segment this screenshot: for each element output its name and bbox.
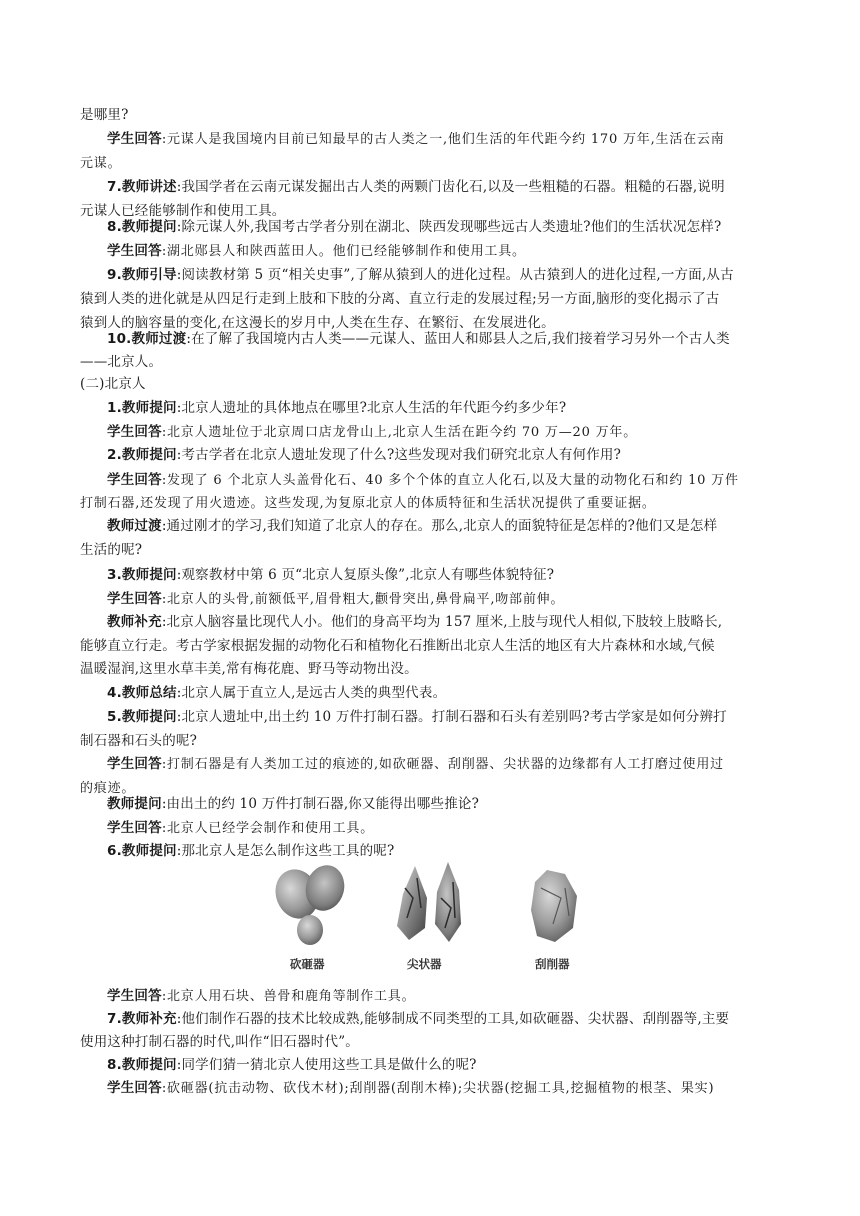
text-line: 学生回答:湖北郧县人和陕西蓝田人。他们已经能够制作和使用工具。 xyxy=(107,243,526,259)
scraper xyxy=(531,870,577,942)
text-line: 制石器和石头的呢? xyxy=(80,733,198,749)
text-line: 使用这种打制石器的时代,叫作“旧石器时代”。 xyxy=(80,1034,359,1050)
text-line: 猿到人类的进化就是从四足行走到上肢和下肢的分离、直立行走的发展过程;另一方面,脑形的变化揭示了古 xyxy=(80,291,720,307)
text-line: 学生回答:发现了 6 个北京人头盖骨化石、40 多个个体的直立人化石,以及大量的动物化石和约 10 万件 xyxy=(107,472,739,488)
text-line: 元谋人已经能够制作和使用工具。 xyxy=(80,203,286,219)
text-line: 3.教师提问:观察教材中第 6 页“北京人复原头像”,北京人有哪些体貌特征? xyxy=(107,567,555,583)
text-line: 10.教师过渡:在了解了我国境内古人类——元谋人、蓝田人和郧县人之后,我们接着学习另外一个古人类 xyxy=(107,331,730,347)
text-line: 能够直立行走。考古学家根据发掘的动物化石和植物化石推断出北京人生活的地区有大片森林和水域,气候 xyxy=(80,638,715,654)
text-line: 4.教师总结:北京人属于直立人,是远古人类的典型代表。 xyxy=(107,685,447,701)
text-line: 打制石器,还发现了用火遗迹。这些发现,为复原北京人的体质特征和生活状况提供了重要证据。 xyxy=(80,496,656,511)
chopper-caption: 砍砸器 xyxy=(290,957,325,971)
chopper-stones xyxy=(269,861,350,945)
text-line: 是哪里? xyxy=(80,107,129,123)
text-line: 教师过渡:通过刚才的学习,我们知道了北京人的存在。那么,北京人的面貌特征是怎样的?他们又是怎样 xyxy=(107,518,718,534)
stone-tools-illustration xyxy=(265,858,605,954)
text-line: 学生回答:打制石器是有人类加工过的痕迹的,如砍砸器、刮削器、尖状器的边缘都有人工打磨过使用过 xyxy=(107,756,724,772)
text-line: 5.教师提问:北京人遗址中,出土约 10 万件打制石器。打制石器和石头有差别吗?考古学家是如何分辨打 xyxy=(107,709,727,725)
text-line: 8.教师提问:同学们猜一猜北京人使用这些工具是做什么的呢? xyxy=(107,1057,477,1073)
text-line: 学生回答:北京人遗址位于北京周口店龙骨山上,北京人生活在距今约 70 万—20 万年。 xyxy=(107,424,638,440)
stone-tools-figure xyxy=(265,858,605,978)
text-line: 8.教师提问:除元谋人外,我国考古学者分别在湖北、陕西发现哪些远古人类遗址?他们的生活状况怎样? xyxy=(107,219,722,235)
text-line: 学生回答:北京人已经学会制作和使用工具。 xyxy=(107,820,374,836)
section-heading: (二)北京人 xyxy=(80,376,146,392)
text-line: 2.教师提问:考古学者在北京人遗址发现了什么?这些发现对我们研究北京人有何作用? xyxy=(107,447,622,463)
text-line: 学生回答:元谋人是我国境内目前已知最早的古人类之一,他们生活的年代距今约 170 万年,生活在云南 xyxy=(107,131,725,147)
text-line: 7.教师补充:他们制作石器的技术比较成熟,能够制成不同类型的工具,如砍砸器、尖状器、刮削器等,主要 xyxy=(107,1011,730,1027)
text-line: 6.教师提问:那北京人是怎么制作这些工具的呢? xyxy=(107,843,395,859)
text-line: 温暖湿润,这里水草丰美,常有梅花鹿、野马等动物出没。 xyxy=(80,661,418,677)
text-line: 猿到人的脑容量的变化,在这漫长的岁月中,人类在生存、在繁衍、在发展进化。 xyxy=(80,315,555,331)
text-line: ——北京人。 xyxy=(80,354,163,370)
text-line: 教师提问:由出土的约 10 万件打制石器,你又能得出哪些推论? xyxy=(107,796,480,812)
text-line: 7.教师讲述:我国学者在云南元谋发掘出古人类的两颗门齿化石,以及一些粗糙的石器。粗糙的石器,说明 xyxy=(107,179,725,195)
text-line: 元谋。 xyxy=(80,156,122,171)
text-line: 1.教师提问:北京人遗址的具体地点在哪里?北京人生活的年代距今约多少年? xyxy=(107,400,567,416)
text-line: 的痕迹。 xyxy=(80,781,136,796)
pointed-tool-caption: 尖状器 xyxy=(407,957,442,971)
scraper-caption: 刮削器 xyxy=(535,957,570,971)
text-line: 学生回答:北京人的头骨,前额低平,眉骨粗大,颧骨突出,鼻骨扁平,吻部前伸。 xyxy=(107,591,565,607)
text-line: 学生回答:北京人用石块、兽骨和鹿角等制作工具。 xyxy=(107,988,416,1004)
text-line: 教师补充:北京人脑容量比现代人小。他们的身高平均为 157 厘米,上肢与现代人相似,下肢较上肢略长, xyxy=(107,614,723,630)
text-line: 学生回答:砍砸器(抗击动物、砍伐木材);刮削器(刮削木棒);尖状器(挖掘工具,挖掘植物的根茎、果实) xyxy=(107,1080,715,1096)
pointed-tools xyxy=(397,862,461,942)
text-line: 9.教师引导:阅读教材第 5 页“相关史事”,了解从猿到人的进化过程。从古猿到人的进化过程,一方面,从古 xyxy=(107,267,734,283)
text-line: 生活的呢? xyxy=(80,542,143,558)
